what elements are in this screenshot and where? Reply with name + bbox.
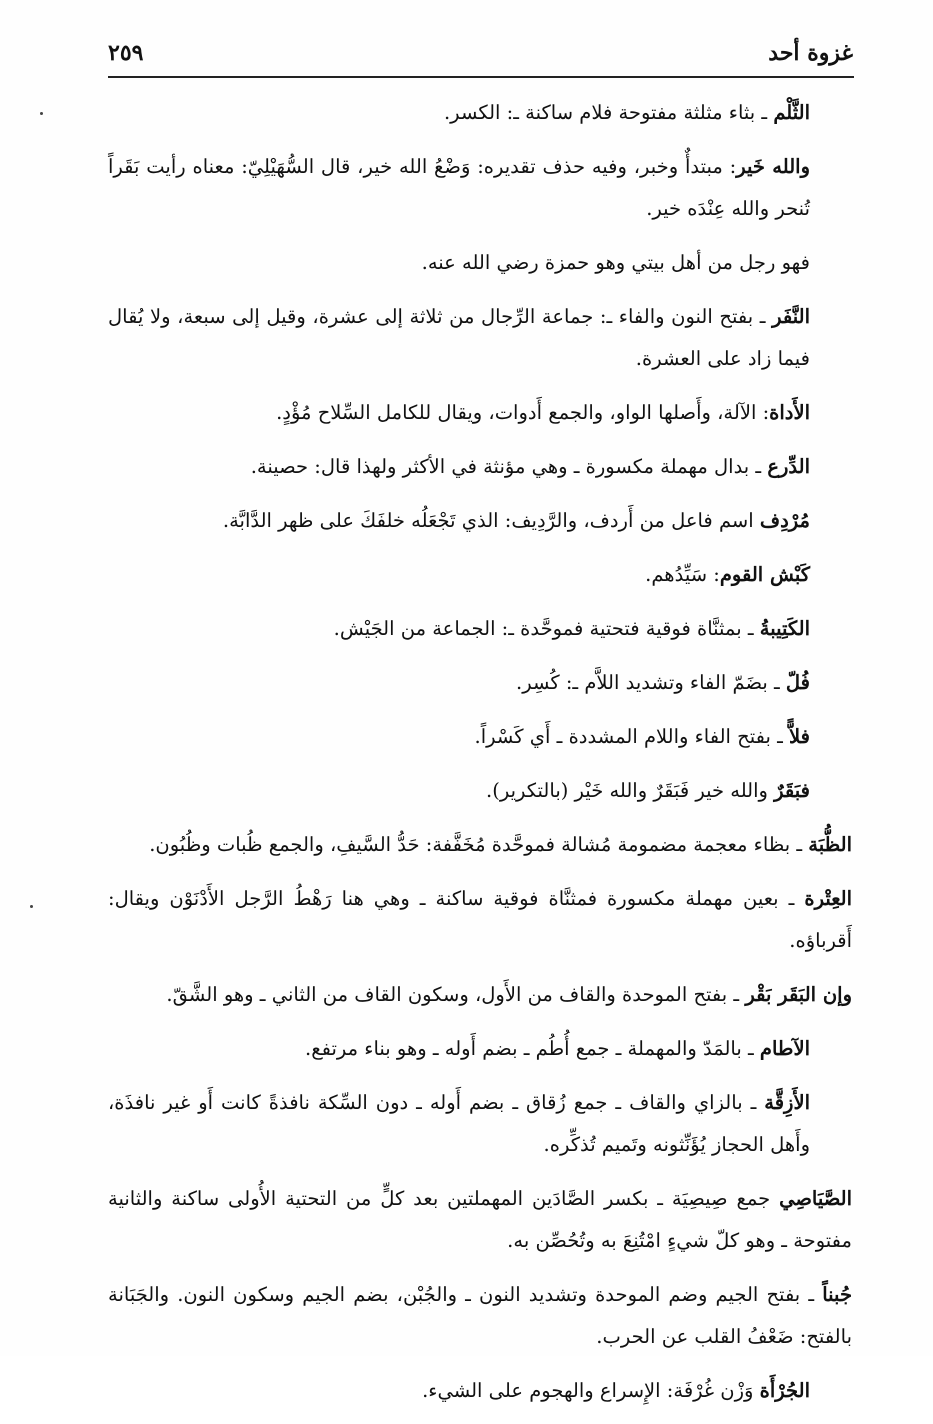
glossary-entry — [108, 296, 852, 380]
glossary-entry — [108, 770, 852, 812]
glossary-entry — [108, 1178, 852, 1262]
entry-definition: اسم فاعل من أَردف، والرَّدِيف: الذي تَجْعَلُه خلفَكَ على ظهر الدَّابَّة. — [222, 509, 760, 532]
entry-term: فبَقَرٌ — [774, 779, 810, 802]
entry-definition: : مبتدأٌ وخبر، وفيه حذف تقديره: وَضْعُ الله خير، قال السُّهَيْلِيّ: معناه رأيت بَقَراً تُنحر والله عِنْدَه خير. — [108, 155, 810, 220]
entry-term: مُرْدِف — [759, 509, 810, 532]
glossary-entry — [108, 662, 852, 704]
entry-term: وإن البَقَر بَقْر — [745, 983, 852, 1006]
entry-term: فُلّ — [785, 671, 810, 694]
glossary-body — [108, 92, 852, 1424]
scan-speck — [30, 905, 33, 908]
glossary-entry — [108, 974, 852, 1016]
glossary-entry — [108, 1274, 852, 1358]
entry-definition: ـ بالزاي والقاف ـ جمع زُقاق ـ بضم أَوله ـ دون السِّكة نافذةً كانت أَو غير نافذَة، وأَهل الحجاز يُؤَنِّثونه وتَميم تُذكِّره. — [108, 1091, 810, 1156]
entry-definition: ـ بضَمّ الفاء وتشديد اللاَّم ـ: كُسِر. — [516, 671, 786, 694]
glossary-entry — [108, 1082, 852, 1166]
glossary-entry — [108, 446, 852, 488]
entry-definition: ـ بدال مهملة مكسورة ـ وهي مؤنثة في الأكثر ولهذا قال: حصينة. — [250, 455, 768, 478]
entry-term: الجُرْأَة — [759, 1379, 810, 1402]
entry-term: الآطام — [759, 1037, 810, 1060]
glossary-entry — [108, 716, 852, 758]
running-header — [108, 38, 853, 74]
glossary-entry — [108, 1028, 852, 1070]
entry-term: الكَتِيبةُ — [759, 617, 810, 640]
scan-speck — [40, 112, 43, 115]
entry-definition: والله خير فَبَقَرٌ والله خَيْر (بالتكرير). — [486, 779, 775, 802]
glossary-entry — [108, 500, 852, 542]
entry-term: الثَّلْم — [773, 101, 810, 124]
entry-definition: ـ بثاء مثلثة مفتوحة فلام ساكنة ـ: الكسر. — [443, 101, 774, 124]
entry-term: الأَداة — [769, 401, 810, 424]
glossary-entry — [108, 392, 852, 434]
entry-definition: : الآلة، وأَصلها الواو، والجمع أَدوات، ويقال للكامل السِّلاح مُؤْدٍ. — [276, 401, 770, 424]
glossary-entry — [108, 608, 852, 650]
entry-term: العِتْرة — [804, 887, 852, 910]
glossary-entry — [108, 824, 852, 866]
glossary-entry — [108, 92, 852, 134]
entry-definition: ـ بفتح الفاء واللام المشددة ـ أَي كَسْراً. — [474, 725, 790, 748]
glossary-entry — [108, 1370, 852, 1412]
entry-definition: ـ بالمَدّ والمهملة ـ جمع أُطُم ـ بضم أَوله ـ وهو بناء مرتفع. — [305, 1037, 760, 1060]
entry-definition: ـ بفتح الجيم وضم الموحدة وتشديد النون ـ والجُبْن، بضم الجيم وسكون النون. والجَبَانة بالفتح: ضَعْفُ القلب عن الحرب. — [108, 1283, 852, 1348]
page-number: ٢٥٩ — [108, 40, 144, 66]
entry-definition: جمع صِيصِيَة ـ بكسر الصَّادَين المهملتين بعد كلٍّ من التحتية الأُولى ساكنة والثانية مفتوحة ـ وهو كلّ شيءٍ امْتُنِعَ به وتُحُصِّن به. — [108, 1187, 852, 1252]
entry-term: الدِّرع — [767, 455, 810, 478]
chapter-title: غزوة أحد — [768, 40, 853, 66]
entry-definition: وَزْن غُرْفَة: الإِسراع والهجوم على الشيء. — [422, 1379, 760, 1402]
entry-definition: : سَيِّدُهم. — [645, 563, 720, 586]
entry-term: والله خَير — [736, 155, 810, 178]
glossary-entry — [108, 146, 852, 230]
entry-definition: ـ بعين مهملة مكسورة فمثنَّاة فوقية ساكنة ـ وهي هنا رَهْطُ الرَّجل الأَدْنَوْن ويقال: أَقرباؤه. — [108, 887, 852, 952]
entry-term: جُبناً — [822, 1283, 852, 1306]
entry-term: الظُّبَة — [808, 833, 852, 856]
glossary-entry — [108, 242, 852, 284]
entry-term: النَّفَر — [772, 305, 810, 328]
entry-term: الصَّيَاصِي — [779, 1187, 852, 1210]
glossary-entry — [108, 554, 852, 596]
entry-definition: ـ بمثنَّاة فوقية فتحتية فموحَّدة ـ: الجماعة من الجَيْش. — [333, 617, 760, 640]
entry-term: فلاًّ — [789, 725, 810, 748]
header-divider — [108, 76, 854, 78]
glossary-entry — [108, 878, 852, 962]
entry-definition: ـ بفتح الموحدة والقاف من الأَول، وسكون القاف من الثاني ـ وهو الشَّقّ. — [166, 983, 746, 1006]
entry-term: الأَزِقَّة — [764, 1091, 810, 1114]
entry-definition: ـ بفتح النون والفاء ـ: جماعة الرِّجال من ثلاثة إلى عشرة، وقيل إلى سبعة، ولا يُقال فيما زاد على العشرة. — [108, 305, 810, 370]
entry-definition: ـ بظاء معجمة مضمومة مُشالة فموحَّدة مُخَفَّفة: حَدُّ السَّيفِ، والجمع ظُبات وظُبُون. — [149, 833, 809, 856]
entry-definition: فهو رجل من أهل بيتي وهو حمزة رضي الله عنه. — [421, 251, 810, 274]
entry-term: كَبْش القوم — [719, 563, 810, 586]
